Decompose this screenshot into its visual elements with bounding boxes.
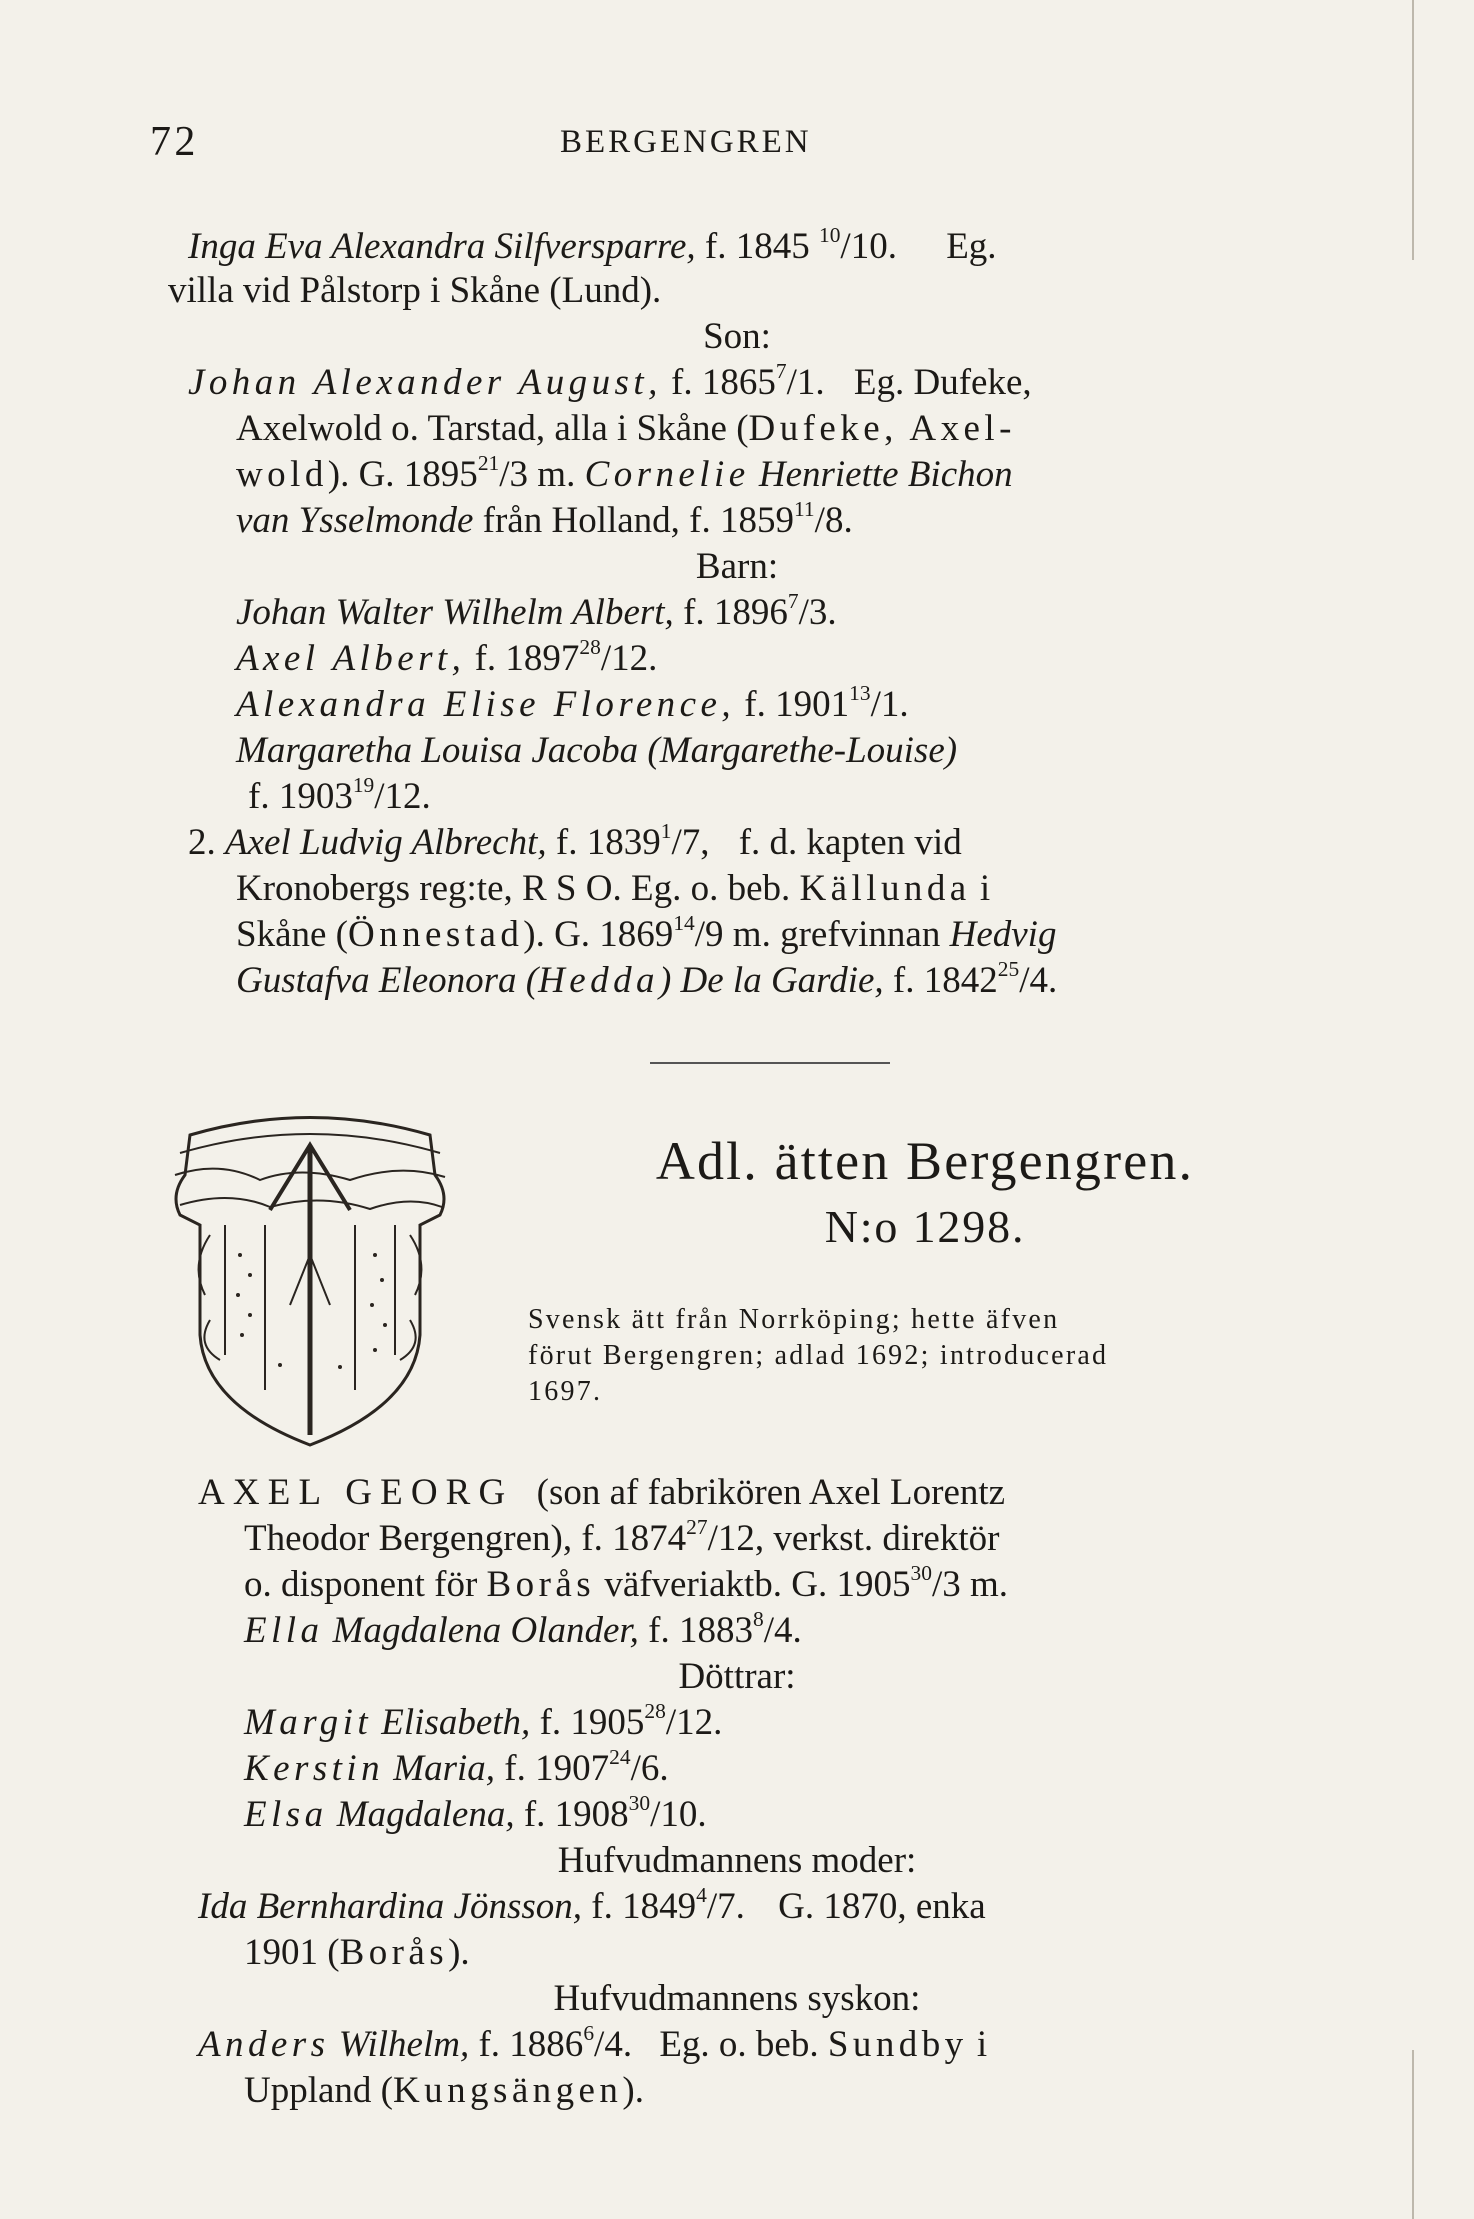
head-line1: AXEL GEORG (son af fabrikören Axel Lorentz xyxy=(198,1472,1006,1513)
entry2-line2: Kronobergs reg:te, R S O. Eg. o. beb. Källunda i xyxy=(236,868,991,909)
sibling-line2: Uppland (Kungsängen). xyxy=(244,2070,644,2111)
children-heading: Barn: xyxy=(695,546,779,587)
entry2-line4: Gustafva Eleonora (Hedda) De la Gardie, f. 1842$^{25}$/4. xyxy=(236,956,1058,1001)
son-heading: Son: xyxy=(703,316,771,357)
section-divider xyxy=(650,1062,890,1064)
daughter-line: Elsa Magdalena, f. 1908$^{30}$/10. xyxy=(244,1790,707,1835)
child4-name: Margaretha Louisa Jacoba (Margarethe-Louise) xyxy=(236,730,958,771)
mother-heading: Hufvudmannens moder: xyxy=(557,1840,917,1881)
head-line2: Theodor Bergengren), f. 1874$^{27}$/12, verkst. direktör xyxy=(244,1514,1000,1559)
daughter-line: Margit Elisabeth, f. 1905$^{28}$/12. xyxy=(244,1698,723,1743)
daughters-heading: Döttrar: xyxy=(678,1656,796,1697)
coat-of-arms-illustration xyxy=(150,1105,470,1465)
page-number: 72 xyxy=(150,119,199,165)
page-edge-mark xyxy=(1412,0,1414,260)
son-line1: Johan Alexander August, f. 1865$^7$/1. Eg. Dufeke, xyxy=(188,358,1032,403)
entry1-line2: villa vid Pålstorp i Skåne (Lund). xyxy=(168,270,662,311)
head-line4: Ella Magdalena Olander, f. 1883$^8$/4. xyxy=(244,1606,802,1651)
family-description-line: Svensk ätt från Norrköping; hette äfven xyxy=(528,1304,1060,1335)
son-line4: van Ysselmonde från Holland, f. 1859$^{11}$/8. xyxy=(236,496,853,541)
child-line: Johan Walter Wilhelm Albert, f. 1896$^7$/3. xyxy=(236,588,837,633)
family-description-line: förut Bergengren; adlad 1692; introducerad xyxy=(528,1340,1109,1371)
daughter-line: Kerstin Maria, f. 1907$^{24}$/6. xyxy=(244,1744,669,1789)
son-line2: Axelwold o. Tarstad, alla i Skåne (Dufeke, Axel- xyxy=(236,408,1016,449)
page-edge-mark xyxy=(1412,2050,1414,2219)
entry2-line1: 2. Axel Ludvig Albrecht, f. 1839$^1$/7, f. d. kapten vid xyxy=(188,818,962,863)
son-line3: wold). G. 1895$^{21}$/3 m. Cornelie Henriette Bichon xyxy=(236,450,1013,495)
siblings-heading: Hufvudmannens syskon: xyxy=(553,1978,921,2019)
entry2-line3: Skåne (Önnestad). G. 1869$^{14}$/9 m. grefvinnan Hedvig xyxy=(236,910,1057,955)
running-title: BERGENGREN xyxy=(560,124,812,160)
entry1-line1: Inga Eva Alexandra Silfversparre, f. 1845 $^{10}$/10. Eg. xyxy=(188,222,997,267)
head-line3: o. disponent för Borås väfveriaktb. G. 1905$^{30}$/3 m. xyxy=(244,1560,1009,1605)
family-description-line: 1697. xyxy=(528,1376,603,1407)
child-line: Alexandra Elise Florence, f. 1901$^{13}$/1. xyxy=(236,680,909,725)
family-number: N:o 1298. xyxy=(824,1201,1026,1252)
family-title: Adl. ätten Bergengren. xyxy=(655,1131,1195,1191)
child-line: Axel Albert, f. 1897$^{28}$/12. xyxy=(236,634,658,679)
mother-line2: 1901 (Borås). xyxy=(244,1932,470,1973)
sibling-line1: Anders Wilhelm, f. 1886$^6$/4. Eg. o. beb. Sundby i xyxy=(198,2020,988,2065)
child4-birth: f. 1903$^{19}$/12. xyxy=(248,772,431,817)
mother-line1: Ida Bernhardina Jönsson, f. 1849$^4$/7. G. 1870, enka xyxy=(198,1882,986,1927)
